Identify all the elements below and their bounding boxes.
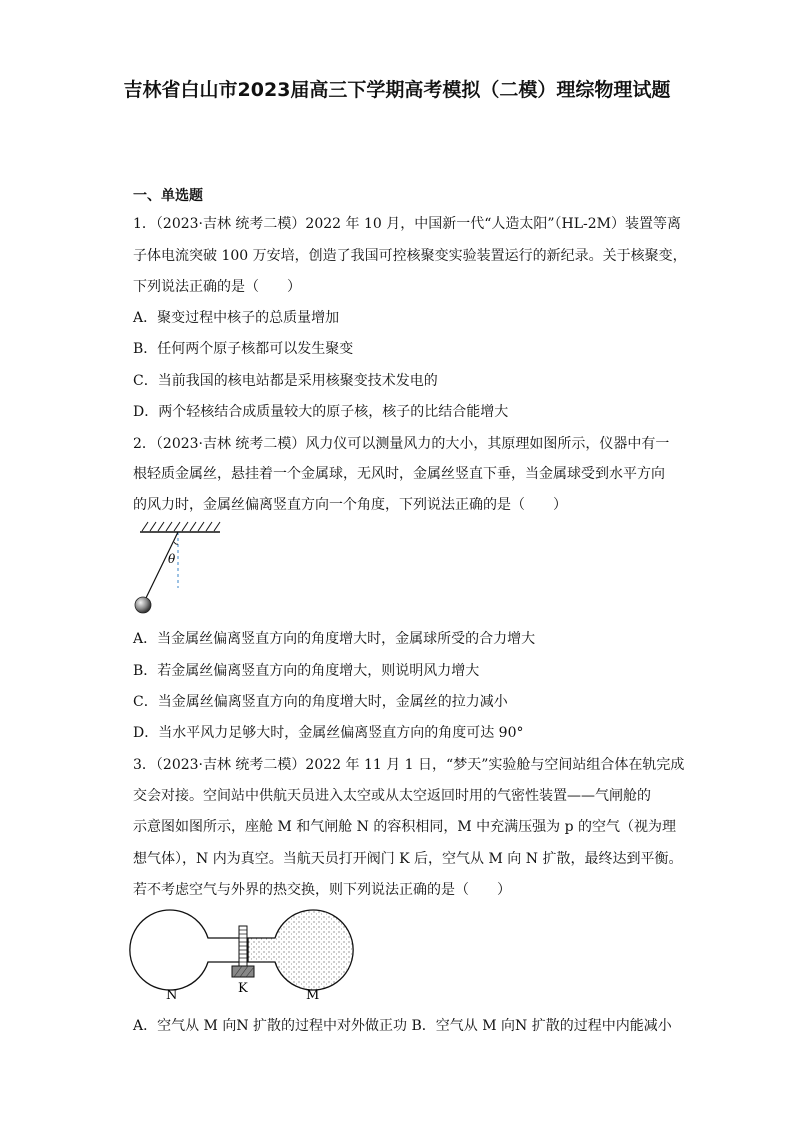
document-title: 吉林省白山市2023届高三下学期高考模拟（二模）理综物理试题 [123, 79, 671, 101]
q1-option-c: C．当前我国的核电站都是采用核聚变技术发电的 [133, 373, 438, 389]
chamber-m [248, 910, 353, 990]
q3-options-ab: A．空气从 M 向N 扩散的过程中对外做正功 B．空气从 M 向N 扩散的过程中内能减小 [133, 1018, 672, 1034]
section-heading: 一、单选题 [133, 188, 203, 204]
q2-option-d: D．当水平风力足够大时，金属丝偏离竖直方向的角度可达 90° [133, 725, 524, 741]
q3-stem-line-3: 示意图如图所示，座舱 M 和气闸舱 N 的容积相同，M 中充满压强为 p 的空气（视为理 [133, 819, 677, 835]
q2-option-a: A．当金属丝偏离竖直方向的角度增大时，金属球所受的合力增大 [133, 631, 536, 647]
q2-stem-line-3: 的风力时，金属丝偏离竖直方向一个角度，下列说法正确的是（ ） [133, 497, 567, 513]
q2-stem-line-1: 2．（2023·吉林 统考二模）风力仪可以测量风力的大小，其原理如图所示，仪器中有一 [133, 436, 670, 452]
q1-stem-line-3: 下列说法正确的是（ ） [133, 279, 301, 295]
label-k: K [238, 981, 248, 996]
label-m: M [306, 988, 320, 1003]
q3-stem-line-1: 3．（2023·吉林 统考二模）2022 年 11 月 1 日，“梦天”实验舱与空间站组合体在轨完成 [133, 757, 685, 773]
theta-label: θ [168, 552, 176, 566]
airlock-figure [128, 906, 368, 1006]
q1-option-b: B．任何两个原子核都可以发生聚变 [133, 341, 354, 357]
q3-stem-line-5: 若不考虑空气与外界的热交换，则下列说法正确的是（ ） [133, 882, 511, 898]
metal-ball [135, 597, 151, 613]
q2-option-c: C．当金属丝偏离竖直方向的角度增大时，金属丝的拉力减小 [133, 694, 508, 710]
q3-stem-line-4: 想气体），N 内为真空。当航天员打开阀门 K 后，空气从 M 向 N 扩散，最终达到平衡。 [133, 851, 683, 867]
chamber-n [130, 910, 240, 990]
q1-option-d: D．两个轻核结合成质量较大的原子核，核子的比结合能增大 [133, 404, 509, 420]
pendulum-figure [130, 518, 230, 618]
q3-stem-line-2: 交会对接。空间站中供航天员进入太空或从太空返回时用的气密性装置——气闸舱的 [133, 788, 651, 804]
q2-stem-line-2: 根轻质金属丝，悬挂着一个金属球，无风时，金属丝竖直下垂，当金属球受到水平方向 [133, 466, 665, 482]
q1-option-a: A．聚变过程中核子的总质量增加 [133, 310, 340, 326]
q1-stem-line-1: 1．（2023·吉林 统考二模）2022 年 10 月，中国新一代“人造太阳”（HL-2M）装置等离 [133, 216, 682, 232]
q2-option-b: B．若金属丝偏离竖直方向的角度增大，则说明风力增大 [133, 663, 480, 679]
q1-stem-line-2: 子体电流突破 100 万安培，创造了我国可控核聚变实验装置运行的新纪录。关于核聚变， [133, 248, 687, 264]
label-n: N [166, 988, 178, 1003]
